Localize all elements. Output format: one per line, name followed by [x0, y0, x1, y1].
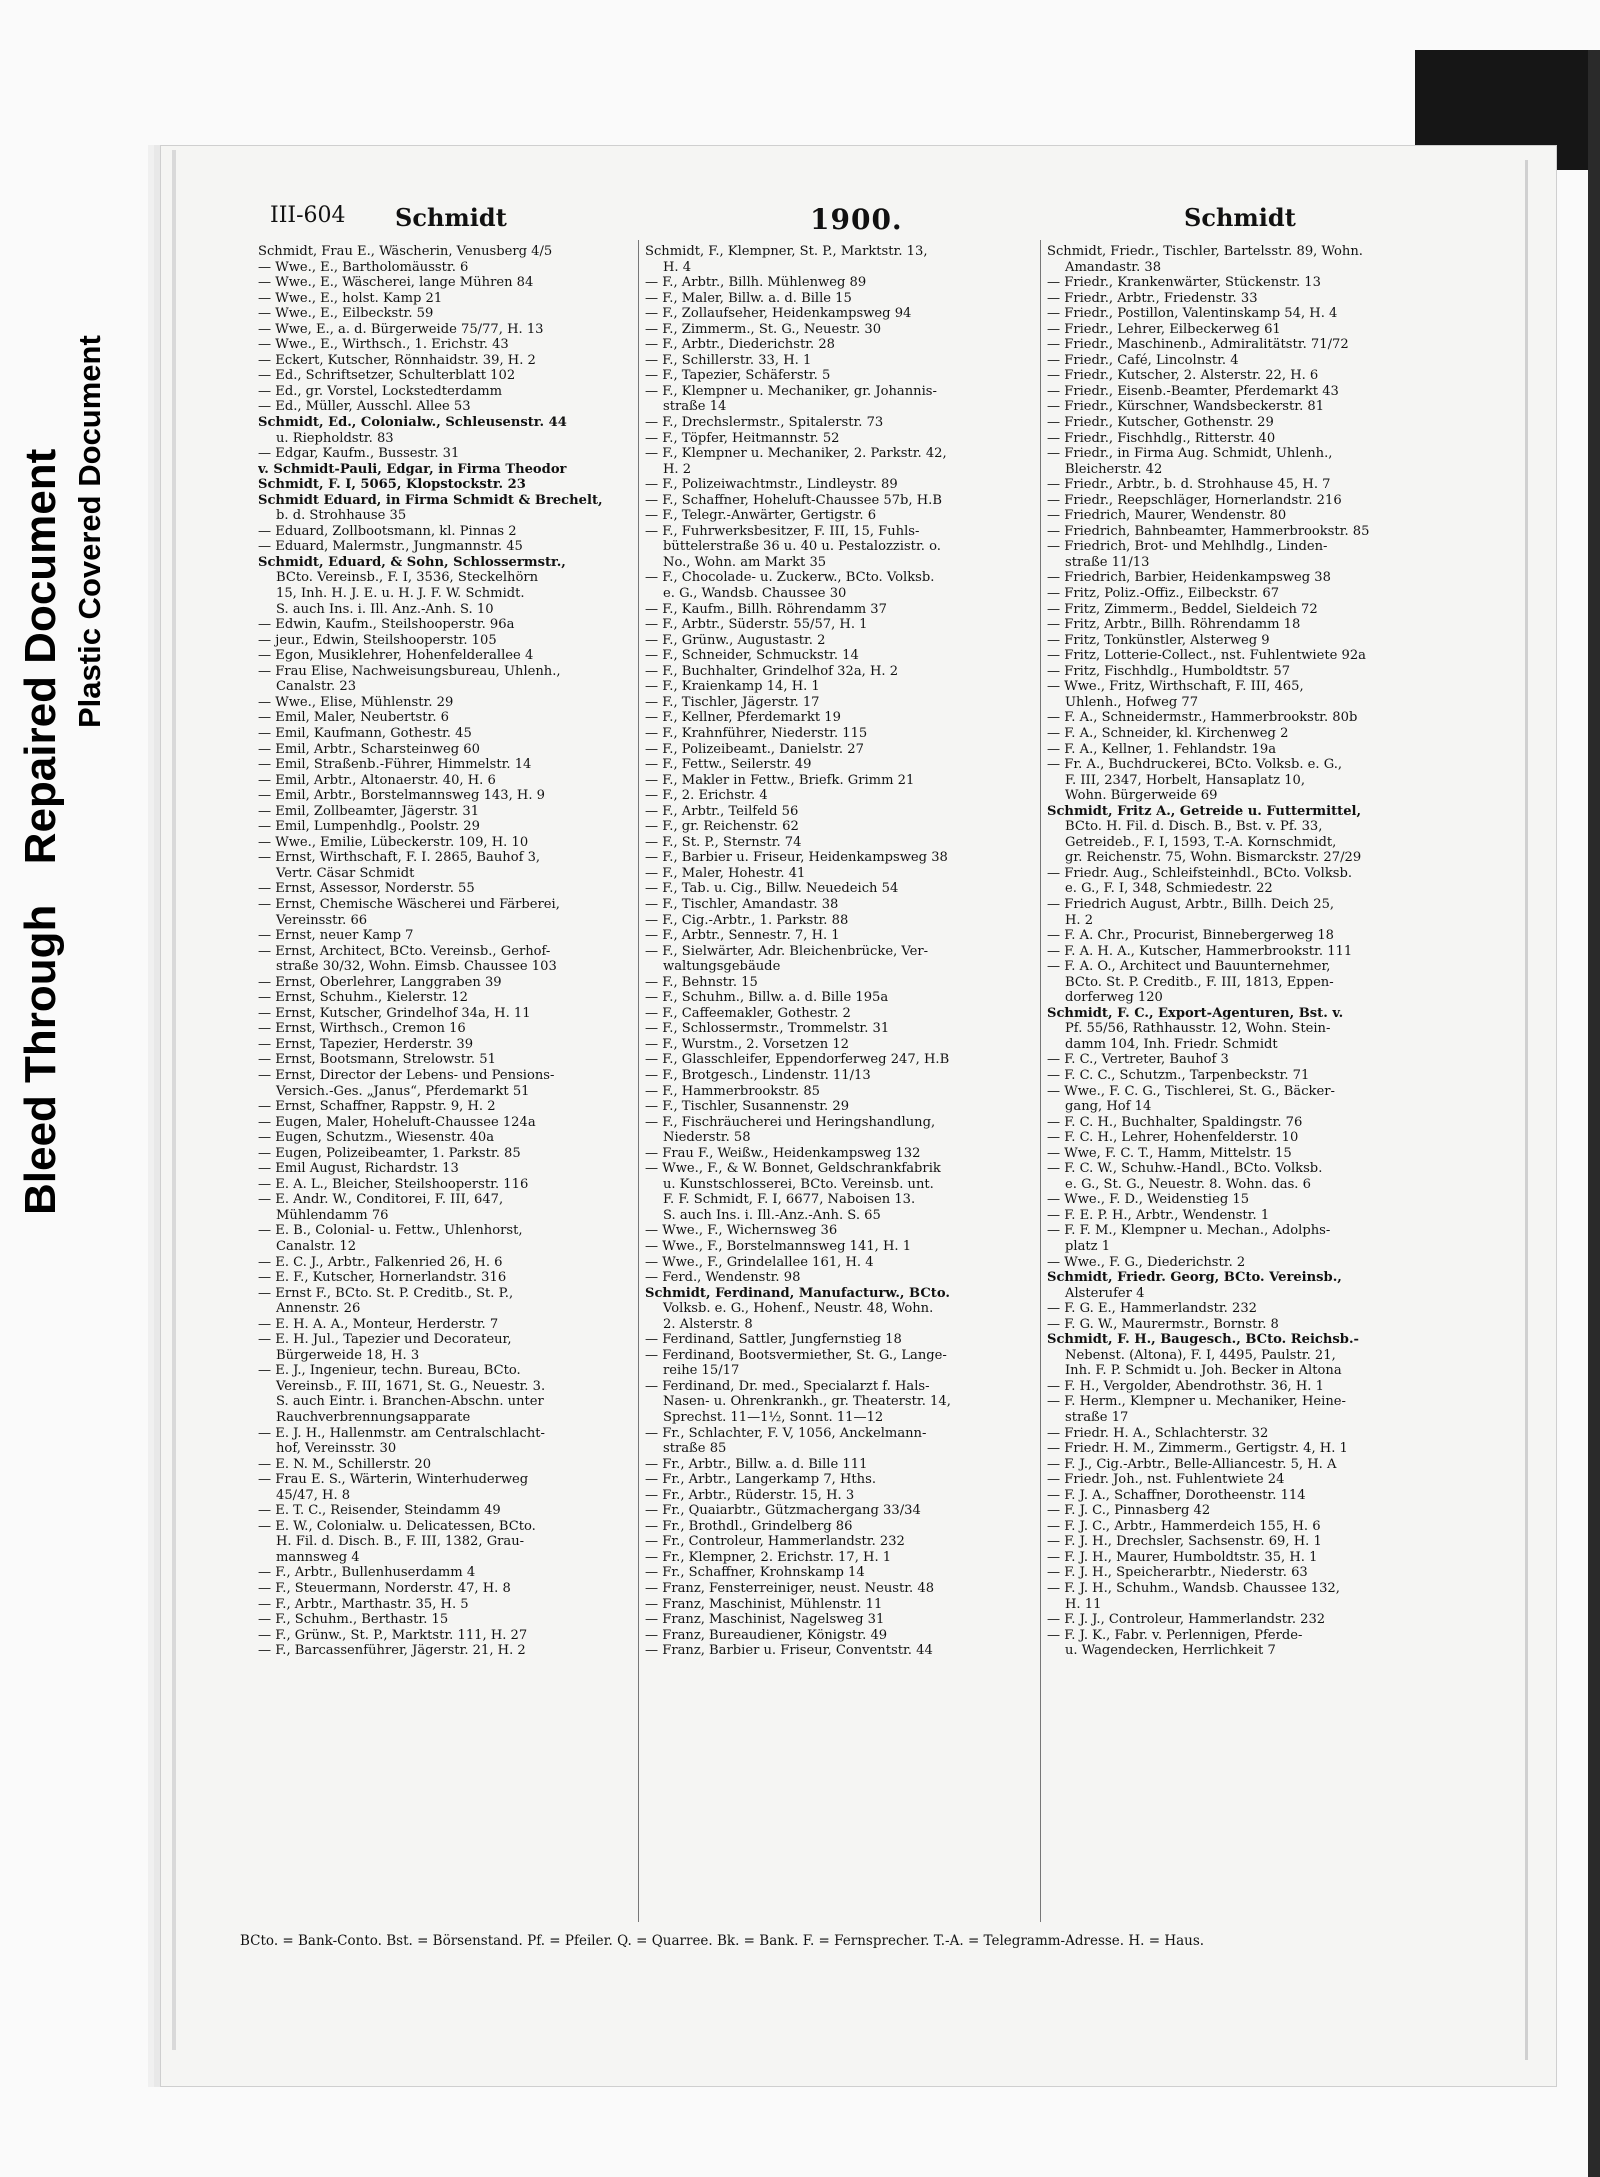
directory-entry-line: — F., Krahnführer, Niederstr. 115: [645, 725, 868, 741]
directory-entry-line: — E. Andr. W., Conditorei, F. III, 647,: [258, 1192, 504, 1208]
page-fore-edge: [1525, 160, 1528, 2060]
directory-column-2: [645, 244, 1045, 1659]
directory-entry-line: — F., Arbtr., Bullenhuserdamm 4: [258, 1565, 476, 1581]
directory-entry-line: — F. J. K., Fabr. v. Perlennigen, Pferde-: [1047, 1627, 1303, 1643]
directory-entry-line: — Frau E. S., Wärterin, Winterhuderweg: [258, 1472, 529, 1488]
directory-entry-line: — Wwe., E., Eilbeckstr. 59: [258, 306, 434, 322]
directory-column-1: [258, 244, 658, 1659]
directory-entry-line: u. Wagendecken, Herrlichkeit 7: [1065, 1643, 1276, 1659]
directory-entry-line: — Fr., Schaffner, Krohnskamp 14: [645, 1565, 865, 1581]
directory-entry-line: u. Kunstschlosserei, BCto. Vereinsb. unt.: [663, 1176, 934, 1192]
directory-entry-line: — F. J. H., Speicherarbtr., Niederstr. 63: [1047, 1565, 1308, 1581]
directory-column-3: [1047, 244, 1447, 1659]
directory-entry-line: — F., Tischler, Jägerstr. 17: [645, 694, 820, 710]
directory-entry-line: — F., Brotgesch., Lindenstr. 11/13: [645, 1067, 871, 1083]
directory-entry-line: — Fritz, Arbtr., Billh. Röhrendamm 18: [1047, 617, 1301, 633]
directory-entry-line: — F., Zimmerm., St. G., Neuestr. 30: [645, 321, 882, 337]
directory-entry-line: H. 2: [1065, 912, 1094, 928]
directory-entry-line: BCto. St. P. Creditb., F. III, 1813, Eppen-: [1065, 974, 1334, 990]
directory-entry-line: — F. A., Schneider, kl. Kirchenweg 2: [1047, 725, 1289, 741]
directory-entry-line: straße 85: [663, 1441, 727, 1457]
directory-entry-line: — Ferdinand, Sattler, Jungfernstieg 18: [645, 1332, 902, 1348]
directory-entry-line: — Ernst, Assessor, Norderstr. 55: [258, 881, 475, 897]
directory-entry-line: gang, Hof 14: [1065, 1099, 1152, 1115]
directory-entry-line: — Wwe., F. D., Weidenstieg 15: [1047, 1192, 1250, 1208]
directory-entry-line: — Ernst, Oberlehrer, Langgraben 39: [258, 974, 502, 990]
directory-entry-line: — F. J., Cig.-Arbtr., Belle-Alliancestr. 5, H. A: [1047, 1456, 1337, 1472]
directory-entry-line: Bürgerweide 18, H. 3: [276, 1347, 420, 1363]
directory-entry-line: — Edwin, Kaufm., Steilshooperstr. 96a: [258, 617, 515, 633]
directory-entry-line: — Friedr., Reepschläger, Hornerlandstr. 216: [1047, 492, 1342, 508]
directory-entry-line: — Wwe., F. G., Diederichstr. 2: [1047, 1254, 1246, 1270]
directory-entry-line: — Eckert, Kutscher, Rönnhaidstr. 39, H. 2: [258, 352, 536, 368]
directory-entry-line: Schmidt, F. I, 5065, Klopstockstr. 23: [258, 477, 526, 493]
directory-entry-line: — Friedr., Maschinenb., Admiralitätstr. 71/72: [1047, 337, 1349, 353]
directory-entry-line: — F., Kraienkamp 14, H. 1: [645, 679, 820, 695]
directory-entry-line: — F., Schlossermstr., Trommelstr. 31: [645, 1021, 890, 1037]
directory-entry-line: — Ernst, Schuhm., Kielerstr. 12: [258, 990, 469, 1006]
directory-entry-line: — Franz, Barbier u. Friseur, Conventstr. 44: [645, 1643, 933, 1659]
directory-entry-line: — F., Steuermann, Norderstr. 47, H. 8: [258, 1581, 511, 1597]
directory-entry-line: — F., Maler, Billw. a. d. Bille 15: [645, 290, 852, 306]
directory-entry-line: — F., Makler in Fettw., Briefk. Grimm 21: [645, 772, 915, 788]
directory-entry-line: — F. A., Schneidermstr., Hammerbrookstr. 80b: [1047, 710, 1358, 726]
directory-entry-line: — Friedr. H. A., Schlachterstr. 32: [1047, 1425, 1269, 1441]
directory-entry-line: Schmidt, Fritz A., Getreide u. Futtermittel,: [1047, 803, 1362, 819]
directory-entry-line: — F., Töpfer, Heitmannstr. 52: [645, 430, 840, 446]
directory-entry-line: — Eugen, Polizeibeamter, 1. Parkstr. 85: [258, 1145, 521, 1161]
directory-entry-line: Vertr. Cäsar Schmidt: [276, 865, 415, 881]
directory-entry-line: — Wwe., Emilie, Lübeckerstr. 109, H. 10: [258, 834, 529, 850]
directory-entry-line: — Ernst, Schaffner, Rappstr. 9, H. 2: [258, 1099, 496, 1115]
directory-entry-line: — F., Klempner u. Mechaniker, gr. Johannis-: [645, 383, 937, 399]
directory-entry-line: — F., Kaufm., Billh. Röhrendamm 37: [645, 601, 887, 617]
directory-entry-line: Schmidt, Friedr., Tischler, Bartelsstr. 89, Wohn.: [1047, 244, 1363, 259]
directory-entry-line: — F. J. J., Controleur, Hammerlandstr. 232: [1047, 1612, 1326, 1628]
directory-entry-line: Canalstr. 12: [276, 1239, 357, 1254]
directory-entry-line: — F. J. A., Schaffner, Dorotheenstr. 114: [1047, 1487, 1306, 1503]
directory-entry-line: — Emil, Arbtr., Scharsteinweg 60: [258, 741, 480, 757]
page-binding-edge: [172, 150, 176, 2050]
directory-entry-line: BCto. H. Fil. d. Disch. B., Bst. v. Pf. 33,: [1065, 819, 1323, 835]
directory-entry-line: Vereinsb., F. III, 1671, St. G., Neuestr. 3.: [276, 1378, 546, 1394]
directory-entry-line: — Wwe., F., Grindelallee 161, H. 4: [645, 1254, 874, 1270]
directory-entry-line: — Franz, Bureaudiener, Königstr. 49: [645, 1627, 888, 1643]
directory-entry-line: H. 2: [663, 461, 692, 477]
directory-entry-line: — F., 2. Erichstr. 4: [645, 788, 768, 804]
directory-entry-line: — Ed., gr. Vorstel, Lockstedterdamm: [258, 383, 503, 399]
directory-entry-line: — F. Herm., Klempner u. Mechaniker, Heine-: [1047, 1394, 1346, 1410]
page-number: III-604: [270, 203, 346, 228]
directory-entry-line: — F., Fuhrwerksbesitzer, F. III, 15, Fuhls-: [645, 523, 920, 539]
directory-entry-line: — F., Hammerbrookstr. 85: [645, 1083, 820, 1099]
directory-entry-line: Schmidt, Eduard, & Sohn, Schlossermstr.,: [258, 554, 566, 570]
directory-entry-line: — F., Schuhm., Berthastr. 15: [258, 1612, 449, 1628]
directory-entry-line: — Frau F., Weißw., Heidenkampsweg 132: [645, 1145, 921, 1161]
bleed-through-label: [16, 449, 66, 1215]
directory-entry-line: — Fr., Arbtr., Rüderstr. 15, H. 3: [645, 1487, 855, 1503]
directory-entry-line: — F., Grünw., Augustastr. 2: [645, 632, 826, 648]
directory-entry-line: — Wwe., F., & W. Bonnet, Geldschrankfabrik: [645, 1161, 941, 1177]
directory-entry-line: Nebenst. (Altona), F. I, 4495, Paulstr. 21,: [1065, 1347, 1336, 1363]
directory-entry-line: — E. F., Kutscher, Hornerlandstr. 316: [258, 1270, 507, 1286]
directory-entry-line: b. d. Strohhause 35: [276, 508, 407, 524]
directory-entry-line: Rauchverbrennungsapparate: [276, 1410, 471, 1426]
directory-entry-line: Canalstr. 23: [276, 679, 357, 695]
directory-entry-line: — Wwe, E., a. d. Bürgerweide 75/77, H. 13: [258, 321, 544, 337]
directory-entry-line: — F., Grünw., St. P., Marktstr. 111, H. 27: [258, 1627, 528, 1643]
directory-entry-line: — F., Barcassenführer, Jägerstr. 21, H. 2: [258, 1643, 526, 1659]
directory-entry-line: — F., Schaffner, Hoheluft-Chaussee 57b, H.B: [645, 492, 942, 508]
directory-entry-line: — F., Drechslermstr., Spitalerstr. 73: [645, 415, 884, 431]
directory-entry-line: — E. C. J., Arbtr., Falkenried 26, H. 6: [258, 1254, 503, 1270]
directory-entry-line: — Friedrich, Bahnbeamter, Hammerbrookstr. 85: [1047, 523, 1370, 539]
directory-entry-line: — Ferd., Wendenstr. 98: [645, 1270, 801, 1286]
directory-entry-line: e. G., Wandsb. Chaussee 30: [663, 586, 847, 602]
directory-entry-line: — Wwe., F., Borstelmannsweg 141, H. 1: [645, 1239, 912, 1254]
directory-entry-line: — F., Arbtr., Sennestr. 7, H. 1: [645, 928, 840, 944]
directory-entry-line: — F., Klempner u. Mechaniker, 2. Parkstr. 42,: [645, 446, 947, 462]
directory-entry-line: — Ernst, Wirthsch., Cremon 16: [258, 1021, 466, 1037]
directory-entry-line: S. auch Ins. i. Ill. Anz.-Anh. S. 10: [276, 601, 494, 617]
directory-entry-line: — Friedr., Krankenwärter, Stückenstr. 13: [1047, 275, 1321, 291]
directory-entry-line: — E. J., Ingenieur, techn. Bureau, BCto.: [258, 1363, 521, 1379]
directory-entry-line: — E. H. Jul., Tapezier und Decorateur,: [258, 1332, 512, 1348]
directory-entry-line: reihe 15/17: [663, 1363, 740, 1379]
directory-entry-line: — F., Cig.-Arbtr., 1. Parkstr. 88: [645, 912, 849, 928]
directory-entry-line: — F., Glasschleifer, Eppendorferweg 247, H.B: [645, 1052, 950, 1068]
directory-entry-line: — F., gr. Reichenstr. 62: [645, 819, 799, 835]
directory-entry-line: — Fr., Schlachter, F. V, 1056, Anckelmann-: [645, 1425, 927, 1441]
directory-entry-line: — Fr. A., Buchdruckerei, BCto. Volksb. e. G.,: [1047, 757, 1343, 773]
directory-entry-line: — Fr., Arbtr., Langerkamp 7, Hths.: [645, 1472, 876, 1488]
directory-entry-line: Amandastr. 38: [1065, 259, 1162, 275]
directory-entry-line: F. F. Schmidt, F. I, 6677, Naboisen 13.: [663, 1192, 916, 1208]
directory-entry-line: — F., Fettw., Seilerstr. 49: [645, 757, 812, 773]
directory-entry-line: straße 17: [1065, 1410, 1129, 1426]
directory-entry-line: Schmidt, F. H., Baugesch., BCto. Reichsb.-: [1047, 1332, 1359, 1348]
directory-entry-line: — Friedr., Fischhdlg., Ritterstr. 40: [1047, 430, 1276, 446]
directory-entry-line: — Wwe., E., Wirthsch., 1. Erichstr. 43: [258, 337, 509, 353]
directory-entry-line: büttelerstraße 36 u. 40 u. Pestalozzistr. o.: [663, 539, 941, 555]
directory-entry-line: — Ernst, Kutscher, Grindelhof 34a, H. 11: [258, 1005, 531, 1021]
directory-entry-line: Schmidt, Friedr. Georg, BCto. Vereinsb.,: [1047, 1270, 1342, 1286]
directory-entry-line: — Friedr., Arbtr., Friedenstr. 33: [1047, 290, 1258, 306]
directory-entry-line: platz 1: [1065, 1239, 1111, 1254]
directory-entry-line: waltungsgebäude: [663, 959, 781, 975]
directory-entry-line: — E. N. M., Schillerstr. 20: [258, 1456, 432, 1472]
directory-entry-line: Schmidt, Ed., Colonialw., Schleusenstr. 44: [258, 415, 567, 431]
directory-entry-line: — F. C. H., Buchhalter, Spaldingstr. 76: [1047, 1114, 1303, 1130]
directory-entry-line: — Franz, Maschinist, Nagelsweg 31: [645, 1612, 885, 1628]
directory-entry-line: — F. A. Chr., Procurist, Binnebergerweg 18: [1047, 928, 1334, 944]
directory-entry-line: — E. W., Colonialw. u. Delicatessen, BCto.: [258, 1518, 536, 1534]
directory-entry-line: — F. J. H., Drechsler, Sachsenstr. 69, H. 1: [1047, 1534, 1322, 1550]
directory-entry-line: — Friedrich, Brot- und Mehlhdlg., Linden-: [1047, 539, 1328, 555]
directory-entry-line: — Friedr., Arbtr., b. d. Strohhause 45, H. 7: [1047, 477, 1331, 493]
directory-entry-line: S. auch Eintr. i. Branchen-Abschn. unter: [276, 1394, 544, 1410]
directory-entry-line: — Ferdinand, Bootsvermiether, St. G., Lange-: [645, 1347, 947, 1363]
directory-entry-line: — F., Caffeemakler, Gothestr. 2: [645, 1005, 851, 1021]
directory-entry-line: — F., Schillerstr. 33, H. 1: [645, 352, 812, 368]
directory-entry-line: — Wwe., E., Bartholomäusstr. 6: [258, 259, 469, 275]
directory-entry-line: — Fritz, Tonkünstler, Alsterweg 9: [1047, 632, 1270, 648]
directory-entry-line: — F. C. H., Lehrer, Hohenfelderstr. 10: [1047, 1130, 1299, 1146]
scanner-dark-edge: [1588, 50, 1600, 2177]
directory-entry-line: Versich.-Ges. „Janus“, Pferdemarkt 51: [276, 1083, 530, 1099]
directory-entry-line: — F., Barbier u. Friseur, Heidenkampsweg 38: [645, 850, 948, 866]
directory-entry-line: — F., Arbtr., Teilfeld 56: [645, 803, 799, 819]
directory-entry-line: — Emil August, Richardstr. 13: [258, 1161, 459, 1177]
directory-entry-line: Schmidt, F., Klempner, St. P., Marktstr. 13,: [645, 244, 928, 259]
directory-entry-line: — Wwe, F. C. T., Hamm, Mittelstr. 15: [1047, 1145, 1292, 1161]
directory-entry-line: — jeur., Edwin, Steilshooperstr. 105: [258, 632, 497, 648]
directory-entry-line: — F., Arbtr., Marthastr. 35, H. 5: [258, 1596, 469, 1612]
directory-entry-line: — F., Buchhalter, Grindelhof 32a, H. 2: [645, 663, 899, 679]
directory-entry-line: — F., Arbtr., Billh. Mühlenweg 89: [645, 275, 867, 291]
directory-entry-line: F. III, 2347, Horbelt, Hansaplatz 10,: [1065, 772, 1306, 788]
directory-entry-line: — Egon, Musiklehrer, Hohenfelderallee 4: [258, 648, 534, 664]
directory-entry-line: — Friedrich, Barbier, Heidenkampsweg 38: [1047, 570, 1331, 586]
directory-entry-line: — Friedr., Kutscher, 2. Alsterstr. 22, H. 6: [1047, 368, 1319, 384]
directory-entry-line: 45/47, H. 8: [276, 1487, 351, 1503]
directory-entry-line: — Fritz, Fischhdlg., Humboldtstr. 57: [1047, 663, 1291, 679]
directory-entry-line: u. Riepholdstr. 83: [276, 430, 394, 446]
directory-entry-line: v. Schmidt-Pauli, Edgar, in Firma Theodor: [258, 461, 567, 477]
directory-entry-line: — Frau Elise, Nachweisungsbureau, Uhlenh.,: [258, 663, 561, 679]
directory-entry-line: — E. B., Colonial- u. Fettw., Uhlenhorst,: [258, 1223, 523, 1239]
directory-entry-line: — Eugen, Schutzm., Wiesenstr. 40a: [258, 1130, 495, 1146]
directory-entry-line: straße 11/13: [1065, 554, 1150, 570]
directory-entry-line: — Wwe., E., holst. Kamp 21: [258, 290, 443, 306]
directory-entry-line: gr. Reichenstr. 75, Wohn. Bismarckstr. 27/29: [1065, 850, 1362, 866]
directory-entry-line: — Edgar, Kaufm., Bussestr. 31: [258, 446, 460, 462]
directory-entry-line: — Wwe., F. C. G., Tischlerei, St. G., Bäcker-: [1047, 1083, 1335, 1099]
directory-entry-line: — Ernst, neuer Kamp 7: [258, 928, 414, 944]
directory-entry-line: Bleicherstr. 42: [1065, 461, 1163, 477]
directory-entry-line: — Eduard, Malermstr., Jungmannstr. 45: [258, 539, 523, 555]
directory-entry-line: — F., Arbtr., Süderstr. 55/57, H. 1: [645, 617, 868, 633]
directory-entry-line: — Fr., Brothdl., Grindelberg 86: [645, 1518, 853, 1534]
directory-entry-line: H. 11: [1065, 1596, 1102, 1612]
directory-entry-line: — F., Maler, Hohestr. 41: [645, 865, 806, 881]
directory-entry-line: — Friedr., Kürschner, Wandsbeckerstr. 81: [1047, 399, 1325, 415]
directory-entry-line: Schmidt, Frau E., Wäscherin, Venusberg 4/5: [258, 244, 553, 259]
directory-entry-line: 15, Inh. H. J. E. u. H. J. F. W. Schmidt.: [276, 586, 525, 602]
directory-entry-line: — F., Wurstm., 2. Vorsetzen 12: [645, 1036, 849, 1052]
directory-entry-line: straße 14: [663, 399, 727, 415]
directory-entry-line: — F. G. W., Maurermstr., Bornstr. 8: [1047, 1316, 1279, 1332]
directory-entry-line: Schmidt, F. C., Export-Agenturen, Bst. v.: [1047, 1005, 1344, 1021]
header-name-left: Schmidt: [395, 203, 507, 232]
directory-entry-line: — Wwe., Fritz, Wirthschaft, F. III, 465,: [1047, 679, 1304, 695]
directory-entry-line: — Ernst, Bootsmann, Strelowstr. 51: [258, 1052, 496, 1068]
abbreviation-legend: BCto. = Bank-Conto. Bst. = Börsenstand. Pf. = Pfeiler. Q. = Quarree. Bk. = Bank. F. = Fernsprecher. T.-A. = Telegramm-Adresse. H. = Haus.: [240, 1933, 1205, 1949]
page-header: [270, 203, 1310, 237]
directory-entry-line: — Emil, Straßenb.-Führer, Himmelstr. 14: [258, 757, 532, 773]
directory-entry-line: S. auch Ins. i. Ill.-Anz.-Anh. S. 65: [663, 1207, 881, 1223]
header-name-right: Schmidt: [1184, 203, 1296, 232]
directory-entry-line: — F., Tischler, Susannenstr. 29: [645, 1099, 850, 1115]
repaired-document-text: Repaired Document: [16, 448, 65, 865]
directory-entry-line: H. 4: [663, 259, 692, 275]
directory-entry-line: — F. J. C., Pinnasberg 42: [1047, 1503, 1211, 1519]
directory-entry-line: — F., Behnstr. 15: [645, 974, 758, 990]
directory-entry-line: — Ernst, Wirthschaft, F. I. 2865, Bauhof 3,: [258, 850, 541, 866]
directory-entry-line: Schmidt, Ferdinand, Manufacturw., BCto.: [645, 1285, 950, 1301]
directory-entry-line: — Franz, Fensterreiniger, neust. Neustr. 48: [645, 1581, 935, 1597]
directory-entry-line: — E. T. C., Reisender, Steindamm 49: [258, 1503, 501, 1519]
directory-entry-line: — F., Chocolade- u. Zuckerw., BCto. Volksb.: [645, 570, 935, 586]
directory-entry-line: — Fritz, Zimmerm., Beddel, Sieldeich 72: [1047, 601, 1318, 617]
directory-entry-line: — F., Zollaufseher, Heidenkampsweg 94: [645, 306, 912, 322]
directory-entry-line: Vereinsstr. 66: [276, 912, 368, 928]
directory-entry-line: — E. J. H., Hallenmstr. am Centralschlacht-: [258, 1425, 545, 1441]
directory-entry-line: — F., Sielwärter, Adr. Bleichenbrücke, Ver-: [645, 943, 929, 959]
directory-entry-line: mannsweg 4: [276, 1549, 360, 1565]
directory-entry-line: — Fr., Quaiarbtr., Gützmachergang 33/34: [645, 1503, 921, 1519]
header-year: 1900.: [810, 203, 903, 236]
directory-entry-line: — F., Fischräucherei und Heringshandlung,: [645, 1114, 936, 1130]
directory-entry-line: Getreideb., F. I, 1593, T.-A. Kornschmidt,: [1065, 834, 1337, 850]
directory-entry-line: Schmidt Eduard, in Firma Schmidt & Brechelt,: [258, 492, 603, 508]
directory-entry-line: — Franz, Maschinist, Mühlenstr. 11: [645, 1596, 883, 1612]
directory-entry-line: — E. A. L., Bleicher, Steilshooperstr. 116: [258, 1176, 529, 1192]
directory-entry-line: — F. J. H., Maurer, Humboldtstr. 35, H. 1: [1047, 1549, 1318, 1565]
directory-entry-line: — F., Tab. u. Cig., Billw. Neuedeich 54: [645, 881, 899, 897]
directory-entry-line: — Emil, Kaufmann, Gothestr. 45: [258, 725, 472, 741]
directory-entry-line: — F. E. P. H., Arbtr., Wendenstr. 1: [1047, 1207, 1270, 1223]
directory-entry-line: — Ernst F., BCto. St. P. Creditb., St. P.,: [258, 1285, 514, 1301]
directory-entry-line: Annenstr. 26: [276, 1301, 361, 1317]
directory-entry-line: — F., Kellner, Pferdemarkt 19: [645, 710, 841, 726]
directory-entry-line: Alsterufer 4: [1065, 1285, 1145, 1301]
directory-entry-line: — Eduard, Zollbootsmann, kl. Pinnas 2: [258, 523, 517, 539]
directory-entry-line: Mühlendamm 76: [276, 1207, 389, 1223]
directory-entry-line: — F., Tapezier, Schäferstr. 5: [645, 368, 831, 384]
directory-entry-line: — F. J. H., Schuhm., Wandsb. Chaussee 132,: [1047, 1581, 1340, 1597]
directory-entry-line: — F. H., Vergolder, Abendrothstr. 36, H. 1: [1047, 1378, 1324, 1394]
directory-entry-line: dorferweg 120: [1065, 990, 1163, 1006]
directory-entry-line: — Friedrich, Maurer, Wendenstr. 80: [1047, 508, 1287, 524]
directory-entry-line: — F. A. O., Architect und Bauunternehmer,: [1047, 959, 1331, 975]
directory-entry-line: — Emil, Zollbeamter, Jägerstr. 31: [258, 803, 480, 819]
directory-entry-line: — Ernst, Architect, BCto. Vereinsb., Gerhof-: [258, 943, 551, 959]
directory-entry-line: — F. C. W., Schuhw.-Handl., BCto. Volksb.: [1047, 1161, 1323, 1177]
directory-entry-line: — F., Schneider, Schmuckstr. 14: [645, 648, 859, 664]
directory-entry-line: — Ed., Müller, Ausschl. Allee 53: [258, 399, 471, 415]
directory-entry-line: — F. A., Kellner, 1. Fehlandstr. 19a: [1047, 741, 1277, 757]
directory-entry-line: — Friedr., Kutscher, Gothenstr. 29: [1047, 415, 1274, 431]
directory-entry-line: Niederstr. 58: [663, 1130, 751, 1146]
directory-entry-line: hof, Vereinsstr. 30: [276, 1441, 397, 1457]
directory-entry-line: No., Wohn. am Markt 35: [663, 554, 827, 570]
directory-entry-line: — Emil, Arbtr., Altonaerstr. 40, H. 6: [258, 772, 496, 788]
directory-entry-line: — Wwe., F., Wichernsweg 36: [645, 1223, 838, 1239]
directory-entry-line: — F. J. C., Arbtr., Hammerdeich 155, H. 6: [1047, 1518, 1321, 1534]
directory-entry-line: e. G., St. G., Neuestr. 8. Wohn. das. 6: [1065, 1176, 1311, 1192]
directory-entry-line: — Friedr., Eisenb.-Beamter, Pferdemarkt 43: [1047, 383, 1339, 399]
directory-entry-line: — Friedrich August, Arbtr., Billh. Deich 25,: [1047, 896, 1335, 912]
directory-entry-line: — Friedr., Lehrer, Eilbeckerweg 61: [1047, 321, 1281, 337]
directory-entry-line: — Emil, Arbtr., Borstelmannsweg 143, H. 9: [258, 788, 545, 804]
directory-entry-line: Volksb. e. G., Hohenf., Neustr. 48, Wohn.: [663, 1301, 934, 1317]
directory-entry-line: — F. A. H. A., Kutscher, Hammerbrookstr. 111: [1047, 943, 1353, 959]
directory-entry-line: — F., Tischler, Amandastr. 38: [645, 896, 839, 912]
directory-entry-line: — Friedr. H. M., Zimmerm., Gertigstr. 4, H. 1: [1047, 1441, 1348, 1457]
directory-entry-line: damm 104, Inh. Friedr. Schmidt: [1065, 1036, 1278, 1052]
directory-entry-line: — Ferdinand, Dr. med., Specialarzt f. Hals-: [645, 1378, 930, 1394]
directory-entry-line: BCto. Vereinsb., F. I, 3536, Steckelhörn: [276, 570, 539, 586]
directory-entry-line: — Ernst, Director der Lebens- und Pensions-: [258, 1067, 555, 1083]
directory-entry-line: — Emil, Maler, Neubertstr. 6: [258, 710, 449, 726]
directory-entry-line: e. G., F. I, 348, Schmiedestr. 22: [1065, 881, 1273, 897]
directory-entry-line: — Ernst, Tapezier, Herderstr. 39: [258, 1036, 474, 1052]
directory-entry-line: — Fritz, Poliz.-Offiz., Eilbeckstr. 67: [1047, 586, 1280, 602]
directory-entry-line: 2. Alsterstr. 8: [663, 1316, 753, 1332]
directory-entry-line: — F., Arbtr., Diederichstr. 28: [645, 337, 836, 353]
directory-entry-line: — Friedr., Café, Lincolnstr. 4: [1047, 352, 1239, 368]
directory-entry-line: — F. C. C., Schutzm., Tarpenbeckstr. 71: [1047, 1067, 1310, 1083]
directory-entry-line: — Friedr., in Firma Aug. Schmidt, Uhlenh.,: [1047, 446, 1333, 462]
directory-entry-line: — Fr., Arbtr., Billw. a. d. Bille 111: [645, 1456, 868, 1472]
directory-entry-line: — F. F. M., Klempner u. Mechan., Adolphs-: [1047, 1223, 1331, 1239]
directory-entry-line: — F., Schuhm., Billw. a. d. Bille 195a: [645, 990, 889, 1006]
directory-entry-line: — F., St. P., Sternstr. 74: [645, 834, 802, 850]
directory-entry-line: — E. H. A. A., Monteur, Herderstr. 7: [258, 1316, 499, 1332]
bleed-through-text: Bleed Through: [16, 904, 65, 1215]
directory-entry-line: — F. G. E., Hammerlandstr. 232: [1047, 1301, 1257, 1317]
directory-entry-line: straße 30/32, Wohn. Eimsb. Chaussee 103: [276, 959, 557, 975]
directory-entry-line: — F., Telegr.-Anwärter, Gertigstr. 6: [645, 508, 877, 524]
directory-entry-line: — Eugen, Maler, Hoheluft-Chaussee 124a: [258, 1114, 536, 1130]
directory-entry-line: Nasen- u. Ohrenkrankh., gr. Theaterstr. 14,: [663, 1394, 951, 1410]
directory-entry-line: — Fritz, Lotterie-Collect., nst. Fuhlentwiete 92a: [1047, 648, 1366, 664]
directory-entry-line: — Ed., Schriftsetzer, Schulterblatt 102: [258, 368, 516, 384]
directory-entry-line: — Wwe., E., Wäscherei, lange Mühren 84: [258, 275, 534, 291]
directory-entry-line: Wohn. Bürgerweide 69: [1065, 788, 1218, 804]
directory-entry-line: Uhlenh., Hofweg 77: [1065, 694, 1199, 710]
directory-entry-line: H. Fil. d. Disch. B., F. III, 1382, Grau-: [276, 1534, 525, 1550]
directory-entry-line: Inh. F. P. Schmidt u. Joh. Becker in Altona: [1065, 1363, 1342, 1379]
directory-entry-line: — F., Polizeibeamt., Danielstr. 27: [645, 741, 864, 757]
directory-entry-line: Pf. 55/56, Rathhausstr. 12, Wohn. Stein-: [1065, 1021, 1331, 1037]
directory-entry-line: — Friedr. Joh., nst. Fuhlentwiete 24: [1047, 1472, 1285, 1488]
directory-entry-line: — F. C., Vertreter, Bauhof 3: [1047, 1052, 1229, 1068]
directory-entry-line: — Emil, Lumpenhdlg., Poolstr. 29: [258, 819, 480, 835]
directory-entry-line: Sprechst. 11—1½, Sonnt. 11—12: [663, 1410, 884, 1426]
directory-entry-line: — F., Polizeiwachtmstr., Lindleystr. 89: [645, 477, 898, 493]
directory-entry-line: — Fr., Klempner, 2. Erichstr. 17, H. 1: [645, 1549, 892, 1565]
directory-entry-line: — Friedr. Aug., Schleifsteinhdl., BCto. Volksb.: [1047, 865, 1353, 881]
directory-entry-line: — Ernst, Chemische Wäscherei und Färberei,: [258, 896, 560, 912]
directory-entry-line: — Friedr., Postillon, Valentinskamp 54, H. 4: [1047, 306, 1338, 322]
directory-entry-line: — Wwe., Elise, Mühlenstr. 29: [258, 694, 454, 710]
plastic-covered-label: Plastic Covered Document: [72, 335, 107, 728]
directory-entry-line: — Fr., Controleur, Hammerlandstr. 232: [645, 1534, 905, 1550]
